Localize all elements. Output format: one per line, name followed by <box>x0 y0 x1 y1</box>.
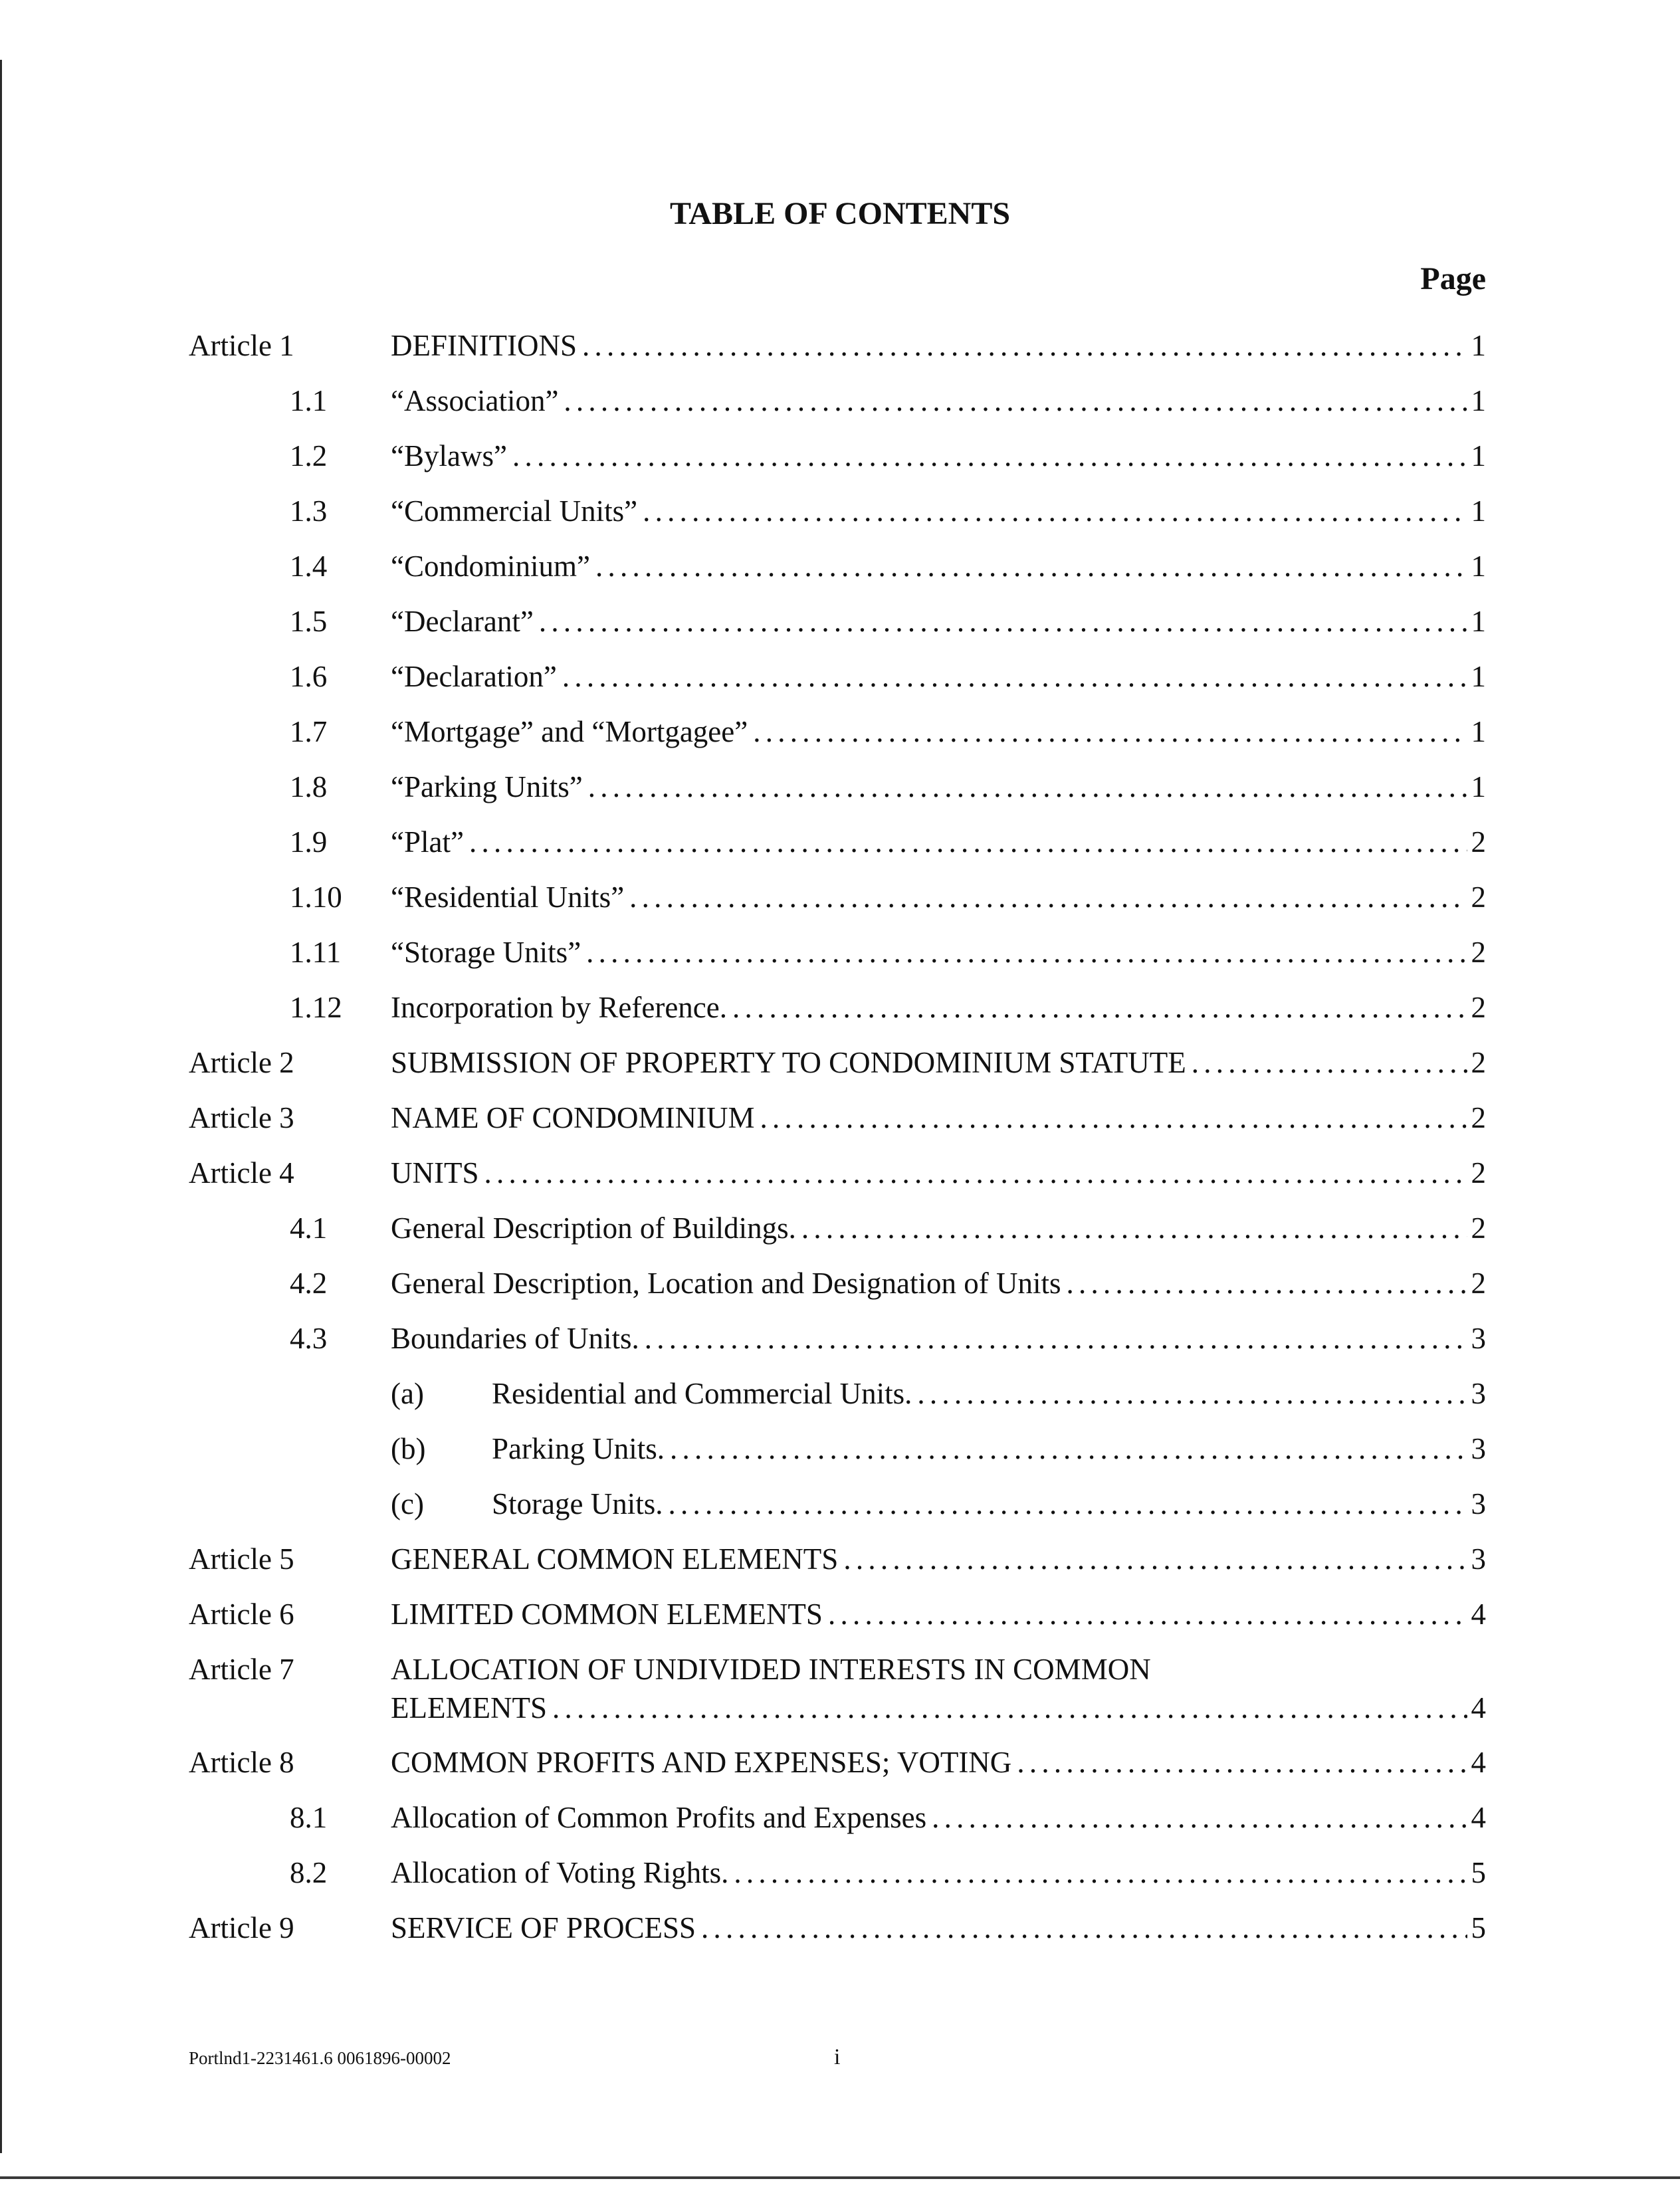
dot-leader <box>512 437 1467 474</box>
entry-page: 3 <box>1471 1542 1486 1576</box>
entry-number: Article 7 <box>189 1653 294 1686</box>
entry-title: SUBMISSION OF PROPERTY TO CONDOMINIUM STATUTE <box>391 1046 1186 1079</box>
entry-number: 1.9 <box>290 825 328 859</box>
entry-title: Allocation of Voting Rights. <box>391 1856 729 1889</box>
dot-leader <box>917 1375 1467 1412</box>
dot-leader <box>484 1154 1467 1192</box>
entry-page: 1 <box>1471 384 1486 417</box>
entry-number: 8.1 <box>290 1801 328 1834</box>
dot-leader <box>645 1320 1467 1357</box>
entry-page: 2 <box>1471 991 1486 1024</box>
dot-leader <box>586 934 1467 971</box>
entry-page: 1 <box>1471 605 1486 638</box>
entry-title: Parking Units. <box>492 1432 665 1465</box>
entry-number: 1.3 <box>290 494 328 528</box>
entry-title: “Parking Units” <box>391 770 583 803</box>
dot-leader <box>828 1596 1467 1633</box>
dot-leader <box>668 1485 1467 1522</box>
dot-leader <box>734 1854 1467 1891</box>
entry-page: 4 <box>1471 1746 1486 1779</box>
entry-number: Article 3 <box>189 1101 294 1134</box>
dot-leader <box>801 1209 1467 1247</box>
dot-leader <box>582 327 1467 364</box>
entry-title: DEFINITIONS <box>391 329 577 362</box>
dot-leader <box>588 768 1467 805</box>
entry-title: GENERAL COMMON ELEMENTS <box>391 1542 839 1576</box>
entry-page: 1 <box>1471 550 1486 583</box>
entry-number: 1.5 <box>290 605 328 638</box>
entry-number: Article 2 <box>189 1046 294 1079</box>
dot-leader <box>1192 1044 1467 1081</box>
entry-page: 2 <box>1471 1211 1486 1245</box>
entry-number: 1.11 <box>290 936 342 969</box>
entry-title-line-2: ELEMENTS <box>391 1691 547 1724</box>
entry-number: Article 5 <box>189 1542 294 1576</box>
entry-title: “Declaration” <box>391 660 557 693</box>
dot-leader <box>469 823 1467 861</box>
dot-leader <box>1066 1265 1467 1302</box>
entry-number: 1.2 <box>290 439 328 472</box>
entry-title: Allocation of Common Profits and Expenses <box>391 1801 927 1834</box>
entry-page: 3 <box>1471 1432 1486 1465</box>
entry-title-line-1: ALLOCATION OF UNDIVIDED INTERESTS IN COMMON <box>391 1653 1151 1686</box>
entry-number: 8.2 <box>290 1856 328 1889</box>
entry-title: COMMON PROFITS AND EXPENSES; VOTING <box>391 1746 1012 1779</box>
dot-leader <box>701 1909 1467 1946</box>
entry-number: Article 1 <box>189 329 294 362</box>
entry-page: 4 <box>1471 1691 1486 1724</box>
entry-page: 2 <box>1471 1156 1486 1190</box>
entry-page: 3 <box>1471 1377 1486 1410</box>
entry-page: 2 <box>1471 936 1486 969</box>
dot-leader <box>629 879 1467 916</box>
entry-number: 1.4 <box>290 550 328 583</box>
entry-title: “Storage Units” <box>391 936 581 969</box>
entry-page: 2 <box>1471 1046 1486 1079</box>
entry-page: 3 <box>1471 1487 1486 1520</box>
entry-page: 4 <box>1471 1801 1486 1834</box>
entry-title: “Declarant” <box>391 605 534 638</box>
entry-page: 2 <box>1471 881 1486 914</box>
entry-page: 4 <box>1471 1598 1486 1631</box>
entry-number: Article 8 <box>189 1746 294 1779</box>
dot-leader <box>562 658 1467 695</box>
entry-title: Storage Units. <box>492 1487 663 1520</box>
entry-number: 1.10 <box>290 881 342 914</box>
entry-number: 1.8 <box>290 770 328 803</box>
dot-leader <box>643 492 1467 530</box>
dot-leader <box>1017 1744 1467 1781</box>
entry-title: Residential and Commercial Units. <box>492 1377 912 1410</box>
entry-title: “Bylaws” <box>391 439 507 472</box>
entry-number: 4.1 <box>290 1211 328 1245</box>
entry-title: Boundaries of Units. <box>391 1322 639 1355</box>
entry-page: 1 <box>1471 715 1486 748</box>
entry-page: 1 <box>1471 660 1486 693</box>
dot-leader <box>552 1689 1467 1726</box>
dot-leader <box>564 382 1467 419</box>
entry-page: 2 <box>1471 1101 1486 1134</box>
entry-title: General Description, Location and Designation of Units <box>391 1267 1061 1300</box>
scan-edge-left <box>0 60 2 2153</box>
entry-page: 5 <box>1471 1911 1486 1944</box>
entry-page: 5 <box>1471 1856 1486 1889</box>
entry-title: “Association” <box>391 384 559 417</box>
entry-title: Incorporation by Reference. <box>391 991 728 1024</box>
entry-page: 1 <box>1471 770 1486 803</box>
entry-number: (c) <box>391 1487 424 1520</box>
dot-leader <box>539 603 1467 640</box>
entry-title: “Residential Units” <box>391 881 625 914</box>
entry-number: Article 4 <box>189 1156 294 1190</box>
entry-number: 1.12 <box>290 991 342 1024</box>
entry-page: 1 <box>1471 329 1486 362</box>
entry-number: 1.6 <box>290 660 328 693</box>
entry-number: (b) <box>391 1432 426 1465</box>
entry-title: General Description of Buildings. <box>391 1211 796 1245</box>
dot-leader <box>760 1099 1467 1136</box>
page-title: TABLE OF CONTENTS <box>669 196 1011 231</box>
entry-page: 1 <box>1471 439 1486 472</box>
dot-leader <box>670 1430 1467 1467</box>
entry-title: “Commercial Units” <box>391 494 638 528</box>
dot-leader <box>595 548 1467 585</box>
entry-number: 4.2 <box>290 1267 328 1300</box>
entry-number: 1.1 <box>290 384 328 417</box>
entry-page: 1 <box>1471 494 1486 528</box>
entry-number: 4.3 <box>290 1322 328 1355</box>
entry-page: 2 <box>1471 825 1486 859</box>
dot-leader <box>753 713 1467 750</box>
dot-leader <box>732 989 1467 1026</box>
footer-page-number: i <box>834 2045 841 2069</box>
entry-title: LIMITED COMMON ELEMENTS <box>391 1598 823 1631</box>
entry-title: NAME OF CONDOMINIUM <box>391 1101 755 1134</box>
entry-number: (a) <box>391 1377 424 1410</box>
entry-page: 2 <box>1471 1267 1486 1300</box>
dot-leader <box>843 1540 1467 1578</box>
entry-number: Article 6 <box>189 1598 294 1631</box>
entry-page: 3 <box>1471 1322 1486 1355</box>
dot-leader <box>932 1799 1467 1836</box>
entry-title: “Plat” <box>391 825 464 859</box>
footer-document-id: Portlnd1-2231461.6 0061896-00002 <box>189 2048 451 2068</box>
entry-title: “Condominium” <box>391 550 590 583</box>
entry-title: UNITS <box>391 1156 479 1190</box>
entry-title: SERVICE OF PROCESS <box>391 1911 696 1944</box>
scan-edge-bottom <box>0 2176 1680 2179</box>
entry-title: “Mortgage” and “Mortgagee” <box>391 715 748 748</box>
page-column-label: Page <box>1420 261 1486 296</box>
entry-number: 1.7 <box>290 715 328 748</box>
entry-number: Article 9 <box>189 1911 294 1944</box>
